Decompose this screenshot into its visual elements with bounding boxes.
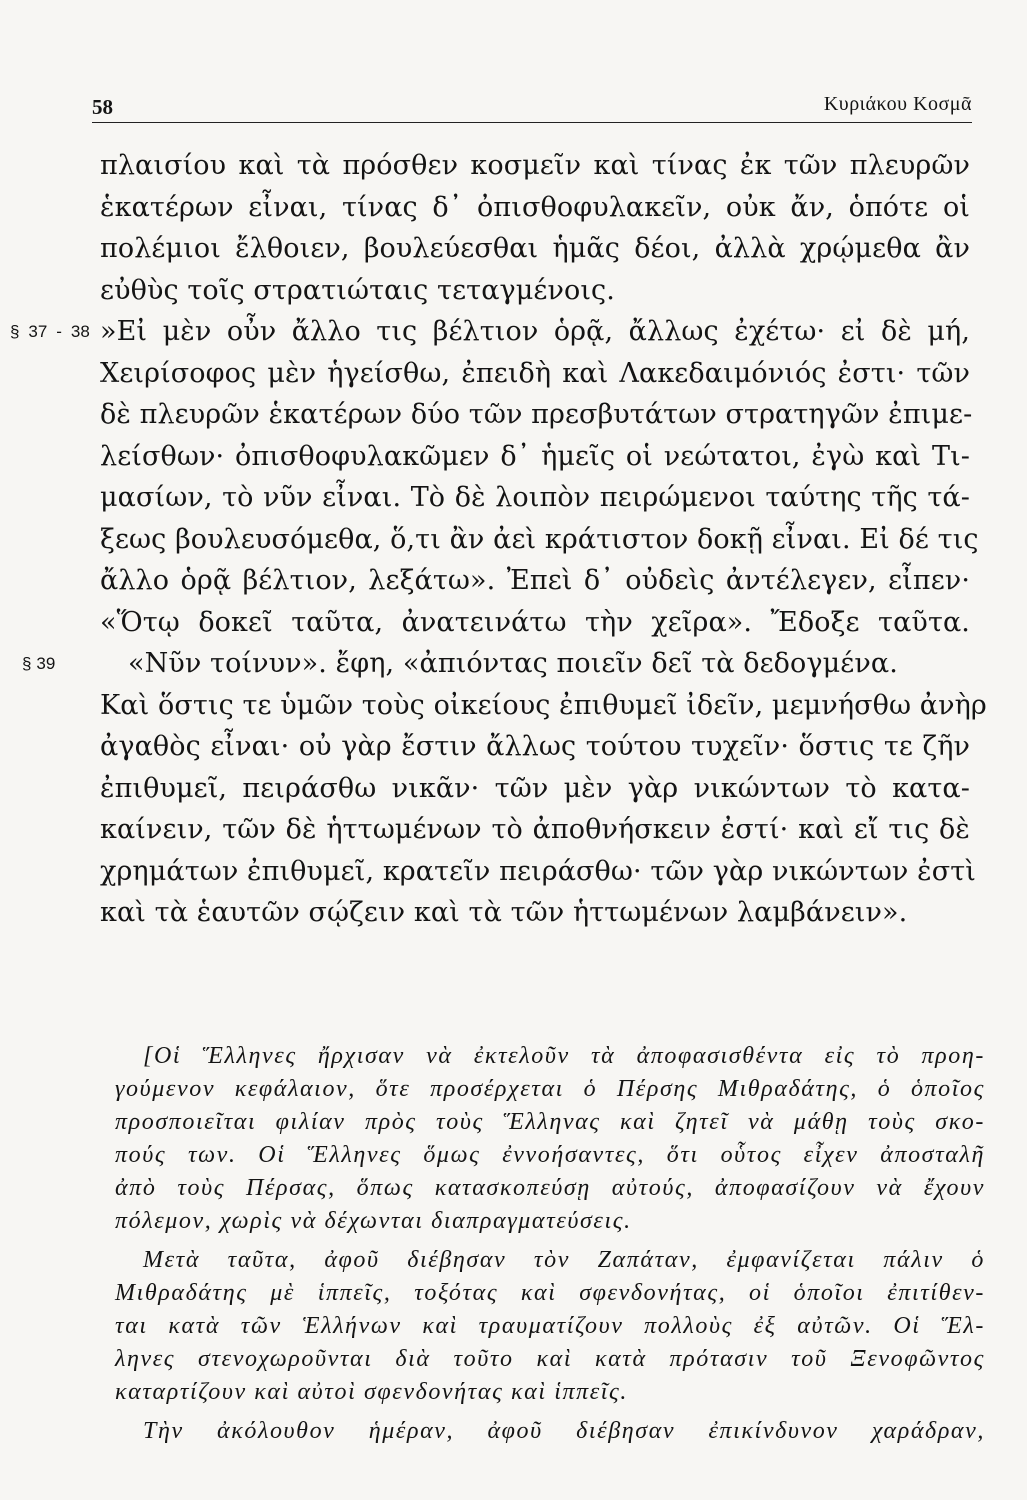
page-header bbox=[92, 72, 972, 123]
text-line: § 39 «Νῦν τοίνυν». ἔφη, «ἀπιόντας ποιεῖν δεῖ τὰ δεδογμένα. bbox=[100, 643, 970, 685]
page-number: 58 bbox=[92, 95, 113, 119]
summary-line: προσποιεῖται φιλίαν πρὸς τοὺς Ἕλληνας καὶ ζητεῖ νὰ μάθῃ τοὺς σκο- bbox=[115, 1109, 985, 1135]
text-line: § 37 - 38 »Εἰ μὲν οὖν ἄλλο τις βέλτιον ὁρᾷ, ἄλλως ἐχέτω· εἰ δὲ μή, bbox=[100, 311, 970, 353]
section-reference: § 37 - 38 bbox=[10, 322, 90, 341]
summary-line: καταρτίζουν καὶ αὐτοὶ σφενδονήτας καὶ ἱππεῖς. bbox=[115, 1379, 628, 1405]
text-line: δὲ πλευρῶν ἑκατέρων δύο τῶν πρεσβυτάτων στρατηγῶν ἐπιμε- bbox=[100, 399, 973, 430]
text-line: ἐπιθυμεῖ, πειράσθω νικᾶν· τῶν μὲν γὰρ νικώντων τὸ κατα- bbox=[100, 772, 970, 804]
text-line: ἀγαθὸς εἶναι· οὐ γὰρ ἔστιν ἄλλως τούτου τυχεῖν· ὅστις τε ζῆν bbox=[100, 731, 970, 762]
section-reference: § 39 bbox=[22, 654, 56, 673]
summary-line: ληνες στενοχωροῦνται διὰ τοῦτο καὶ κατὰ πρότασιν τοῦ Ξενοφῶντος bbox=[115, 1346, 985, 1372]
text-line: καίνειν, τῶν δὲ ἡττωμένων τὸ ἀποθνήσκειν ἐστί· καὶ εἴ τις δὲ bbox=[100, 814, 970, 845]
summary-line: γούμενον κεφάλαιον, ὅτε προσέρχεται ὁ Πέρσης Μιθραδάτης, ὁ ὁποῖος bbox=[115, 1076, 985, 1102]
text-line: ἑκατέρων εἶναι, τίνας δ᾽ ὀπισθοφυλακεῖν, οὐκ ἄν, ὁπότε οἱ bbox=[100, 191, 970, 223]
text-line: «Ὅτῳ δοκεῖ ταῦτα, ἀνατεινάτω τὴν χεῖρα». Ἔδοξε ταῦτα. bbox=[100, 606, 970, 638]
summary-line: πόλεμον, χωρὶς νὰ δέχωνται διαπραγματεύσεις. bbox=[115, 1208, 632, 1234]
text-line: Χειρίσοφος μὲν ἡγείσθω, ἐπειδὴ καὶ Λακεδαιμόνιός ἐστι· τῶν bbox=[100, 357, 970, 389]
main-text bbox=[10, 145, 987, 934]
summary-section bbox=[115, 1040, 985, 1448]
text-line: ξεως βουλευσόμεθα, ὅ,τι ἂν ἀεὶ κράτιστον δοκῇ εἶναι. Εἰ δέ τις bbox=[100, 523, 979, 555]
summary-line: [Οἱ Ἕλληνες ἤρχισαν νὰ ἐκτελοῦν τὰ ἀποφασισθέντα εἰς τὸ προη- bbox=[143, 1043, 985, 1069]
text-line: πλαισίου καὶ τὰ πρόσθεν κοσμεῖν καὶ τίνας ἐκ τῶν πλευρῶν bbox=[100, 150, 970, 181]
text-line: χρημάτων ἐπιθυμεῖ, κρατεῖν πειράσθω· τῶν γὰρ νικώντων ἐστὶ bbox=[100, 855, 976, 887]
text-line: λείσθων· ὀπισθοφυλακῶμεν δ᾽ ἡμεῖς οἱ νεώτατοι, ἐγὼ καὶ Τι- bbox=[100, 440, 970, 472]
text-line: εὐθὺς τοῖς στρατιώταις τεταγμένοις. bbox=[100, 274, 615, 306]
summary-line: ἀπὸ τοὺς Πέρσας, ὅπως κατασκοπεύσῃ αὐτούς, ἀποφασίζουν νὰ ἔχουν bbox=[115, 1175, 985, 1201]
summary-line: Μιθραδάτης μὲ ἱππεῖς, τοξότας καὶ σφενδονήτας, οἱ ὁποῖοι ἐπιτίθεν- bbox=[115, 1280, 985, 1306]
text-line: μασίων, τὸ νῦν εἶναι. Τὸ δὲ λοιπὸν πειρώμενοι ταύτης τῆς τά- bbox=[100, 482, 970, 513]
running-head: Κυριάκου Κοσμᾶ bbox=[823, 93, 972, 115]
text-line: πολέμιοι ἔλθοιεν, βουλεύεσθαι ἡμᾶς δέοι, ἀλλὰ χρῴμεθα ἂν bbox=[100, 233, 970, 264]
text-line: ἄλλο ὁρᾷ βέλτιον, λεξάτω». Ἐπεὶ δ᾽ οὐδεὶς ἀντέλεγεν, εἶπεν· bbox=[100, 565, 970, 596]
summary-line: Μετὰ ταῦτα, ἀφοῦ διέβησαν τὸν Ζαπάταν, ἐμφανίζεται πάλιν ὁ bbox=[143, 1247, 985, 1273]
summary-line: ται κατὰ τῶν Ἑλλήνων καὶ τραυματίζουν πολλοὺς ἐξ αὐτῶν. Οἱ Ἕλ- bbox=[115, 1313, 985, 1339]
text-line: καὶ τὰ ἑαυτῶν σῴζειν καὶ τὰ τῶν ἡττωμένων λαμβάνειν». bbox=[100, 897, 908, 928]
summary-line: Τὴν ἀκόλουθον ἡμέραν, ἀφοῦ διέβησαν ἐπικίνδυνον χαράδραν, bbox=[143, 1418, 985, 1444]
summary-line: πούς των. Οἱ Ἕλληνες ὅμως ἐννοήσαντες, ὅτι οὗτος εἶχεν ἀποσταλῆ bbox=[115, 1142, 985, 1168]
text-line: Καὶ ὅστις τε ὑμῶν τοὺς οἰκείους ἐπιθυμεῖ ἰδεῖν, μεμνήσθω ἀνὴρ bbox=[100, 689, 987, 721]
